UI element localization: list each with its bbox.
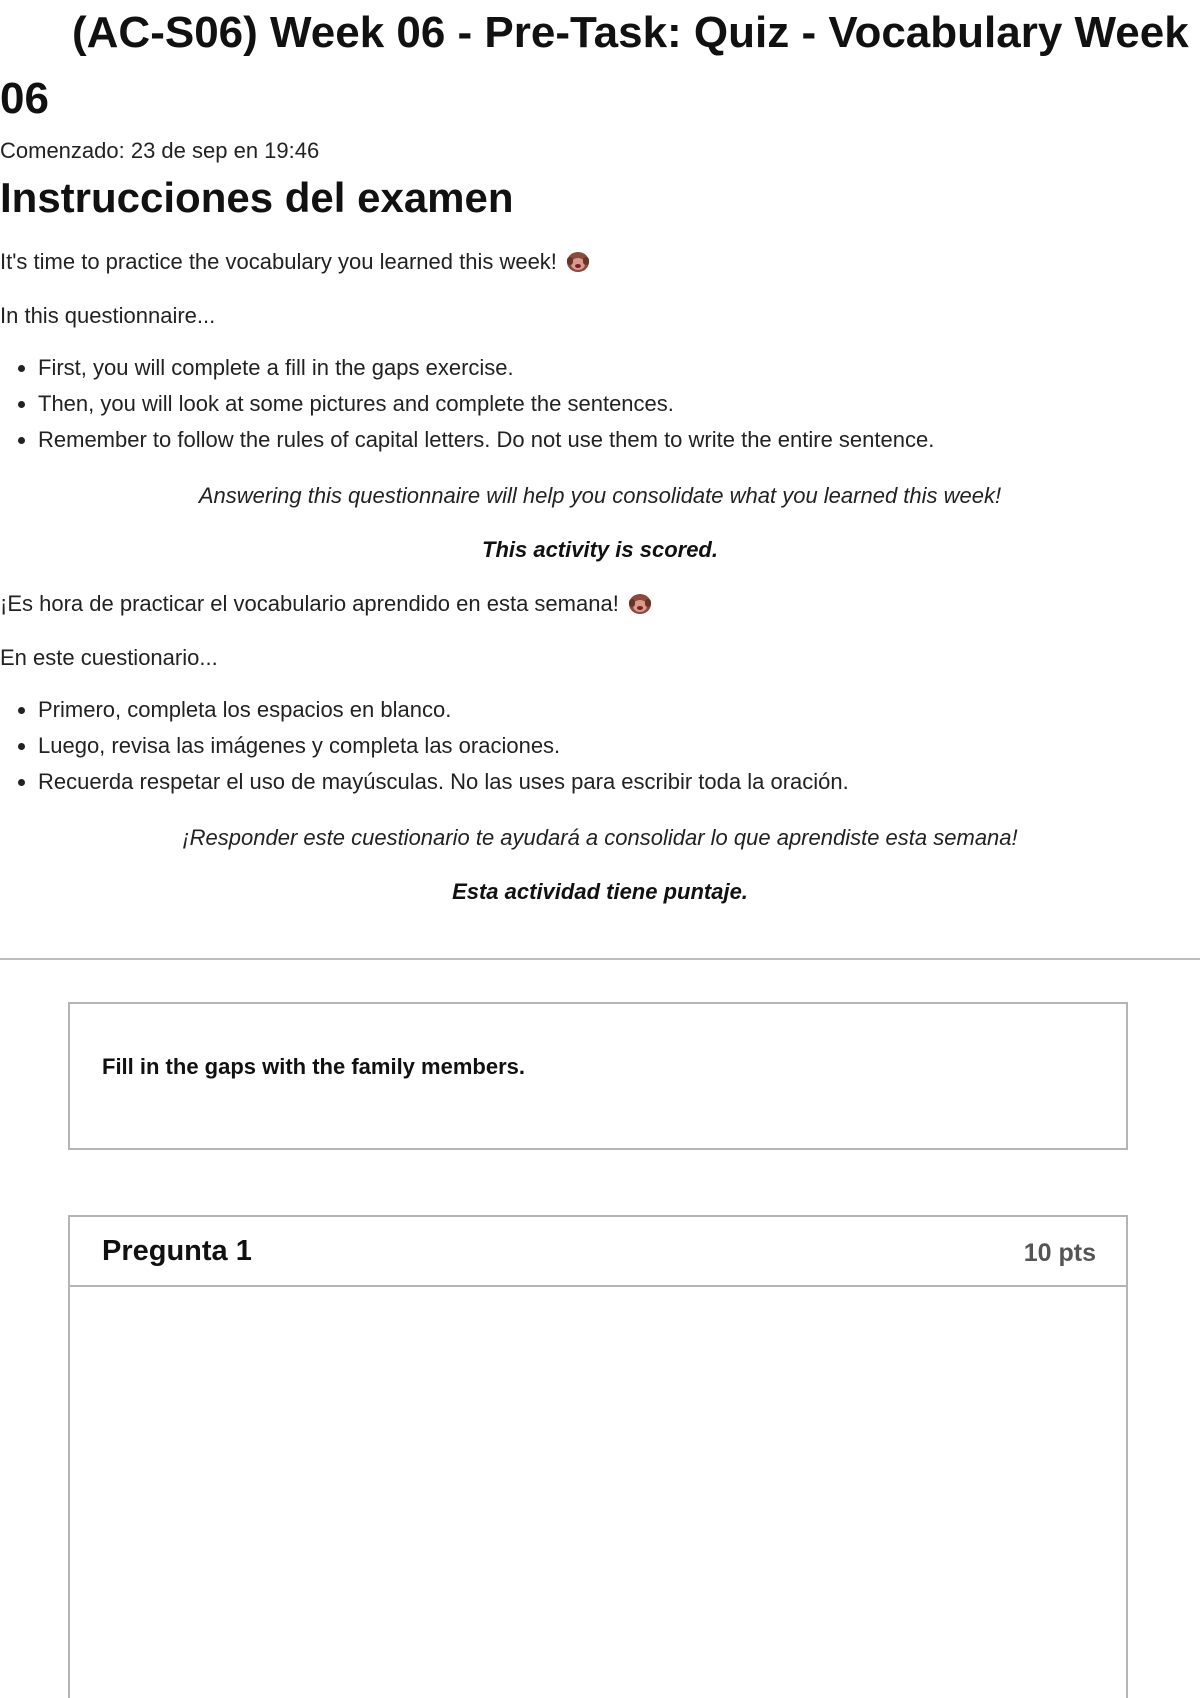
english-scored-note: This activity is scored.	[482, 537, 718, 562]
english-intro-text: It's time to practice the vocabulary you learned this week!	[0, 249, 557, 274]
list-item: • Then, you will look at some pictures and complete the sentences.	[38, 386, 1200, 422]
english-intro	[0, 246, 1200, 278]
spanish-intro-text: ¡Es hora de practicar el vocabulario aprendido en esta semana!	[0, 591, 619, 616]
spanish-scored-note: Esta actividad tiene puntaje.	[452, 879, 748, 904]
english-closing: Answering this questionnaire will help you consolidate what you learned this week!	[198, 483, 1002, 508]
spanish-closing: ¡Responder este cuestionario te ayudará a consolidar lo que aprendiste esta semana!	[182, 825, 1018, 850]
instructions-heading: Instrucciones del examen	[0, 174, 514, 221]
spanish-bullet-list	[0, 692, 1200, 800]
question-1-points: 10 pts	[1023, 1239, 1096, 1267]
english-bullet-list	[0, 350, 1200, 458]
question-1-header	[70, 1217, 1126, 1287]
list-item: • Primero, completa los espacios en blanco.	[38, 692, 1200, 728]
text-only-question-text: Fill in the gaps with the family members.	[102, 1054, 525, 1079]
monkey-face-emoji-icon	[627, 591, 653, 615]
section-divider	[0, 958, 1200, 960]
question-1-title: Pregunta 1	[102, 1235, 252, 1267]
spanish-intro	[0, 588, 1200, 620]
list-item: • First, you will complete a fill in the gaps exercise.	[38, 350, 1200, 386]
list-item: • Recuerda respetar el uso de mayúsculas. No las uses para escribir toda la oración.	[38, 764, 1200, 800]
quiz-title: (AC-S06) Week 06 - Pre-Task: Quiz - Vocabulary Week 06	[0, 8, 1189, 123]
list-item: • Remember to follow the rules of capital letters. Do not use them to write the entire sentence.	[38, 422, 1200, 458]
started-timestamp: Comenzado: 23 de sep en 19:46	[0, 138, 320, 163]
monkey-face-emoji-icon	[565, 249, 591, 273]
english-lead: In this questionnaire...	[0, 303, 216, 328]
question-1-card	[68, 1215, 1128, 1698]
spanish-lead: En este cuestionario...	[0, 645, 218, 670]
list-item: • Luego, revisa las imágenes y completa las oraciones.	[38, 728, 1200, 764]
text-only-question-box	[68, 1002, 1128, 1150]
